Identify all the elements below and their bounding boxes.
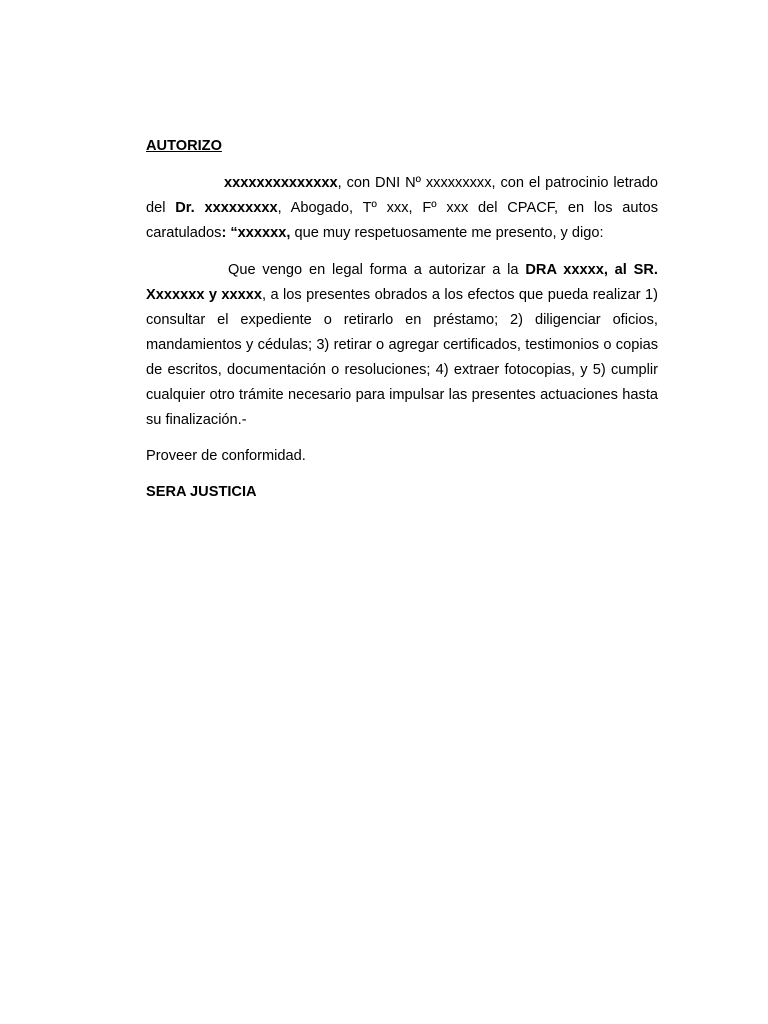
document-body: [146, 135, 658, 503]
document-heading: AUTORIZO: [146, 138, 222, 154]
authorized-persons: DRA xxxxx, al SR. Xxxxxxx y xxxxx: [146, 262, 658, 303]
case-title: : “xxxxxx,: [221, 225, 291, 241]
paragraph1-text-a: , con DNI Nº xxxxxxxxx, con el patrocinio letrado del: [146, 175, 658, 216]
final-line: SERA JUSTICIA: [146, 484, 257, 500]
paragraph2-text-a: Que vengo en legal forma a autorizar a la: [228, 262, 526, 278]
paragraph1-text-c: que muy respetuosamente me presento, y digo:: [290, 225, 604, 241]
presentation-paragraph: [146, 171, 658, 246]
paragraph1-text-b: , Abogado, Tº xxx, Fº xxx del CPACF, en los autos caratulados: [146, 200, 658, 241]
presenter-name: xxxxxxxxxxxxxx: [224, 175, 338, 191]
lawyer-name: Dr. xxxxxxxxx: [175, 200, 278, 216]
authorization-paragraph: [146, 258, 658, 433]
closing-line: Proveer de conformidad.: [146, 448, 306, 464]
paragraph2-text-b: , a los presentes obrados a los efectos que pueda realizar 1) consultar el expediente o retirarlo en préstamo; 2) diligenciar oficios, mandamientos y cédulas; 3) retirar o agregar certificados, testimonios o copias de escritos, documentación o resoluciones; 4) extraer fotocopias, y 5) cumplir cualquier otro trámite necesario para impulsar las presentes actuaciones hasta su finalización.-: [146, 287, 658, 428]
